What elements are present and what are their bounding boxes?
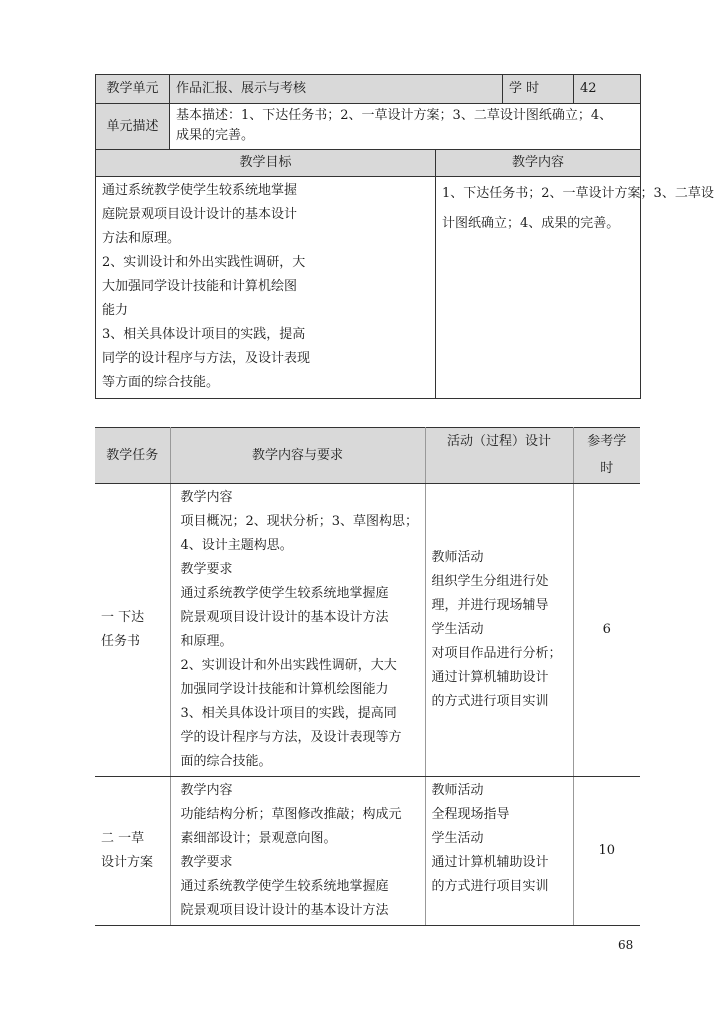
goal-line: 3、相关具体设计项目的实践，提高 bbox=[102, 327, 306, 342]
goal-line: 能力 bbox=[102, 303, 129, 318]
content-line: 院景观项目设计设计的基本设计方法 bbox=[180, 903, 389, 918]
activity-cell bbox=[425, 484, 573, 777]
goal-line: 庭院景观项目设计设计的基本设计 bbox=[102, 207, 298, 222]
unit-description bbox=[170, 104, 641, 150]
task-cell bbox=[95, 484, 170, 777]
unit-label: 教学单元 bbox=[96, 75, 170, 104]
desc-line: 成果的完善。 bbox=[176, 128, 255, 143]
activity-line: 对项目作品进行分析； bbox=[431, 646, 562, 661]
content-line: 2、实训设计和外出实践性调研，大大 bbox=[180, 658, 397, 673]
hours-cell: 10 bbox=[573, 777, 640, 926]
activity-line: 学生活动 bbox=[431, 622, 484, 637]
activity-line: 通过计算机辅助设计 bbox=[431, 855, 549, 870]
content-line: 教学要求 bbox=[180, 855, 233, 870]
ref-hours-header bbox=[573, 428, 640, 484]
ref-hours-header-line: 时 bbox=[600, 461, 614, 476]
activity-line: 学生活动 bbox=[431, 831, 484, 846]
activity-line: 的方式进行项目实训 bbox=[431, 879, 549, 894]
activity-line: 的方式进行项目实训 bbox=[431, 694, 549, 709]
goal-line: 通过系统教学使学生较系统地掌握 bbox=[102, 183, 298, 198]
goal-line: 等方面的综合技能。 bbox=[102, 375, 220, 390]
content-line: 通过系统教学使学生较系统地掌握庭 bbox=[180, 586, 389, 601]
content-line: 加强同学设计技能和计算机绘图能力 bbox=[180, 682, 389, 697]
content-header: 教学内容 bbox=[436, 150, 641, 177]
hours-value: 42 bbox=[574, 75, 641, 104]
content-line: 功能结构分析；草图修改推敲；构成元 bbox=[180, 807, 402, 822]
teaching-goals bbox=[96, 177, 436, 399]
task-name-line: 一 下达 bbox=[101, 610, 145, 625]
task-name-line: 任务书 bbox=[101, 634, 141, 649]
goal-line: 方法和原理。 bbox=[102, 231, 181, 246]
page-number: 68 bbox=[618, 938, 634, 952]
task-name-line: 二 一草 bbox=[101, 831, 145, 846]
goal-header: 教学目标 bbox=[96, 150, 436, 177]
task-cell bbox=[95, 777, 170, 926]
desc-line: 基本描述：1、下达任务书；2、一草设计方案；3、二草设计图纸确立；4、 bbox=[176, 108, 613, 123]
content-line: 1、下达任务书；2、一草设计方案；3、二草设 bbox=[442, 186, 714, 201]
activity-cell bbox=[425, 777, 573, 926]
desc-label: 单元描述 bbox=[96, 104, 170, 150]
content-line: 项目概况；2、现状分析；3、草图构思； bbox=[180, 514, 419, 529]
content-line: 面的综合技能。 bbox=[180, 754, 272, 769]
content-req-header: 教学内容与要求 bbox=[170, 428, 425, 484]
content-cell bbox=[170, 484, 425, 777]
content-line: 教学内容 bbox=[180, 490, 233, 505]
content-line: 和原理。 bbox=[180, 634, 233, 649]
goal-line: 2、实训设计和外出实践性调研，大 bbox=[102, 255, 306, 270]
task-header: 教学任务 bbox=[95, 428, 170, 484]
teaching-content bbox=[436, 177, 714, 399]
content-line: 教学要求 bbox=[180, 562, 233, 577]
hours-label: 学 时 bbox=[503, 75, 574, 104]
activity-line: 教师活动 bbox=[431, 783, 484, 798]
content-line: 计图纸确立；4、成果的完善。 bbox=[442, 216, 620, 231]
content-line: 学的设计程序与方法，及设计表现等方 bbox=[180, 730, 402, 745]
activity-line: 通过计算机辅助设计 bbox=[431, 670, 549, 685]
unit-value: 作品汇报、展示与考核 bbox=[170, 75, 503, 104]
activity-header: 活动（过程）设计 bbox=[425, 428, 573, 484]
content-line: 素细部设计；景观意向图。 bbox=[180, 831, 337, 846]
content-line: 通过系统教学使学生较系统地掌握庭 bbox=[180, 879, 389, 894]
activity-line: 教师活动 bbox=[431, 550, 484, 565]
activity-line: 理，并进行现场辅导 bbox=[431, 598, 549, 613]
content-line: 教学内容 bbox=[180, 783, 233, 798]
content-line: 4、设计主题构思。 bbox=[180, 538, 293, 553]
goal-line: 同学的设计程序与方法，及设计表现 bbox=[102, 351, 311, 366]
task-table bbox=[95, 427, 640, 926]
unit-table bbox=[95, 74, 714, 399]
content-line: 院景观项目设计设计的基本设计方法 bbox=[180, 610, 389, 625]
ref-hours-header-line: 参考学 bbox=[587, 434, 627, 449]
activity-line: 全程现场指导 bbox=[431, 807, 510, 822]
content-cell bbox=[170, 777, 425, 926]
activity-line: 组织学生分组进行处 bbox=[431, 574, 549, 589]
goal-line: 大加强同学设计技能和计算机绘图 bbox=[102, 279, 298, 294]
hours-cell: 6 bbox=[573, 484, 640, 777]
task-name-line: 设计方案 bbox=[101, 855, 154, 870]
content-line: 3、相关具体设计项目的实践，提高同 bbox=[180, 706, 397, 721]
